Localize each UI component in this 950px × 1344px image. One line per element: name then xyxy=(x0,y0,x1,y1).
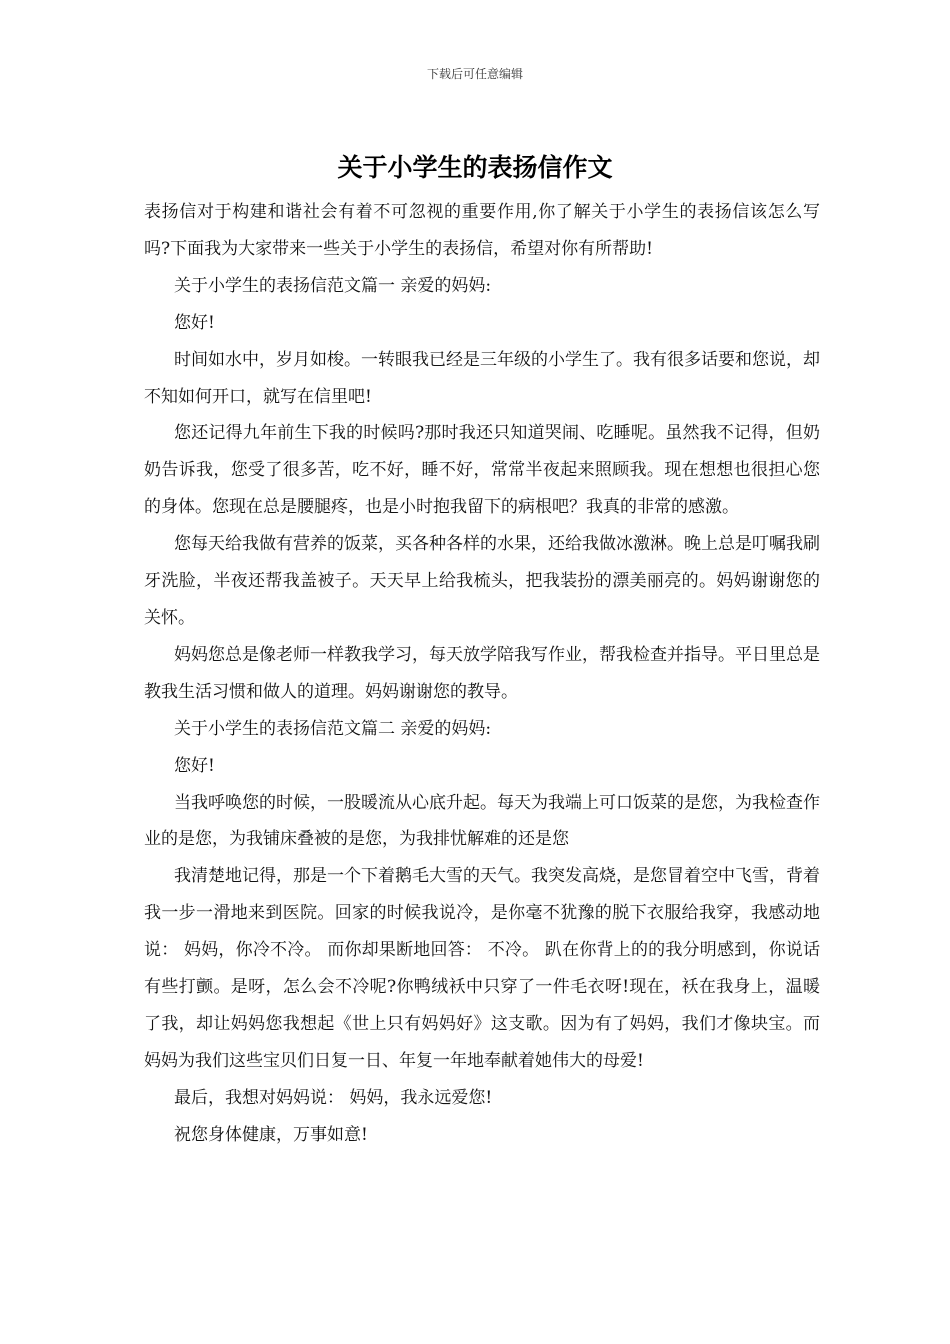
paragraph-greeting-1: 您好! xyxy=(174,312,215,333)
paragraph-heading-letter-1: 关于小学生的表扬信范文篇一 亲爱的妈妈: xyxy=(174,275,492,296)
paragraph-body: 您每天给我做有营养的饭菜，买各种各样的水果，还给我做冰激淋。晚上总是叮嘱我刷牙洗脸，半夜还帮我盖被子。天天早上给我梳头，把我装扮的漂美丽亮的。妈妈谢谢您的关怀。 xyxy=(144,534,820,628)
paragraph-heading-letter-2: 关于小学生的表扬信范文篇二 亲爱的妈妈: xyxy=(174,718,492,739)
paragraph-body: 我清楚地记得，那是一个下着鹅毛大雪的天气。我突发高烧，是您冒着空中飞雪，背着我一步一滑地来到医院。回家的时候我说冷，是你毫不犹豫的脱下衣服给我穿，我感动地说： 妈妈，你冷不冷。 而你却果断地回答： 不冷。 趴在你背上的的我分明感到，你说话有些打颤。是呀，怎么会不冷呢?你鸭绒袄中只穿了一件毛衣呀!现在，袄在我身上，温暖了我，却让妈妈您我想起《世上只有妈妈好》这支歌。因为有了妈妈，我们才像块宝。而妈妈为我们这些宝贝们日复一日、年复一年地奉献着她伟大的母爱! xyxy=(144,866,820,1071)
paragraph-body: 当我呼唤您的时候，一股暖流从心底升起。每天为我端上可口饭菜的是您，为我检查作业的是您，为我铺床叠被的是您，为我排忧解难的还是您 xyxy=(144,792,820,850)
header-note: 下载后可任意编辑 xyxy=(426,67,523,81)
paragraph-body: 时间如水中，岁月如梭。一转眼我已经是三年级的小学生了。我有很多话要和您说，却不知如何开口，就写在信里吧! xyxy=(144,349,820,407)
paragraph-intro: 表扬信对于构建和谐社会有着不可忽视的重要作用,你了解关于小学生的表扬信该怎么写吗?下面我为大家带来一些关于小学生的表扬信，希望对你有所帮助! xyxy=(144,202,820,259)
paragraph-wishes: 祝您身体健康，万事如意! xyxy=(174,1124,368,1145)
paragraph-greeting-2: 您好! xyxy=(174,755,215,776)
document-body xyxy=(144,194,820,1154)
paragraph-body: 妈妈您总是像老师一样教我学习，每天放学陪我写作业，帮我检查并指导。平日里总是教我生活习惯和做人的道理。妈妈谢谢您的教导。 xyxy=(144,644,820,702)
paragraph-closing: 最后，我想对妈妈说： 妈妈，我永远爱您! xyxy=(174,1087,493,1108)
paragraph-body: 您还记得九年前生下我的时候吗?那时我还只知道哭闹、吃睡呢。虽然我不记得，但奶奶告诉我，您受了很多苦，吃不好，睡不好，常常半夜起来照顾我。现在想想也很担心您的身体。您现在总是腰腿疼，也是小时抱我留下的病根吧？我真的非常的感激。 xyxy=(144,423,820,518)
document-title: 关于小学生的表扬信作文 xyxy=(337,153,613,182)
